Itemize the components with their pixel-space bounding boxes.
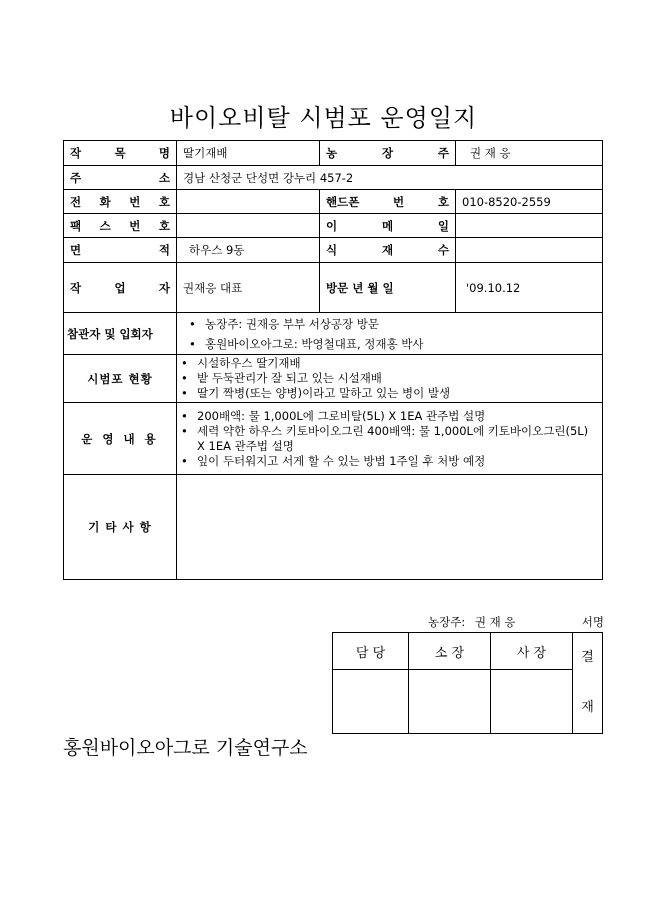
- label-mobile: 핸드폰 번 호: [320, 190, 456, 214]
- row-status: [64, 355, 603, 403]
- value-mobile: 010-8520-2559: [456, 190, 603, 214]
- approval-side-label: 결 재: [573, 633, 603, 734]
- label-area: 면 적: [64, 238, 177, 263]
- list-item: • 시설하우스 딸기재배: [197, 356, 596, 371]
- row-address: [64, 166, 603, 190]
- value-email: [456, 214, 603, 238]
- list-item: • 잎이 두터워지고 서게 할 수 있는 방법 1주일 후 처방 예정: [197, 454, 598, 469]
- approval-sign-box-staff[interactable]: [333, 670, 409, 734]
- label-operation: 운 영 내 용: [64, 403, 177, 475]
- row-operation: [64, 403, 603, 475]
- approval-sign-box-president[interactable]: [491, 670, 573, 734]
- status-list: [183, 356, 596, 401]
- value-worker: 권재응 대표: [177, 263, 320, 313]
- label-visit-date: 방문 년 월 일: [320, 263, 456, 313]
- label-farm-owner: 농 장 주: [320, 141, 456, 166]
- operation-list: [183, 409, 598, 469]
- owner-label: 농장주:: [428, 615, 466, 629]
- row-attendees: [64, 313, 603, 355]
- row-title-farm: [64, 141, 603, 166]
- value-title-field: 딸기재배: [177, 141, 320, 166]
- row-phone: [64, 190, 603, 214]
- attendees-list: [183, 314, 596, 354]
- label-address: 주 소: [64, 166, 177, 190]
- row-etc: [64, 475, 603, 580]
- label-plants: 식 재 수: [320, 238, 456, 263]
- page-title: 바이오비탈 시범포 운영일지: [169, 104, 478, 132]
- log-table: [63, 140, 603, 580]
- row-area: [64, 238, 603, 263]
- value-visit-date: '09.10.12: [456, 263, 603, 313]
- approval-header-president: 사 장: [491, 633, 573, 670]
- list-item: • 농장주: 권재응 부부 서상공장 방문: [205, 314, 596, 334]
- list-item: • 세력 약한 하우스 키토바이오그린 400배액: 물 1,000L에 키토바이오그린(5L) X 1EA 관주법 설명: [197, 424, 598, 454]
- list-item: • 딸기 짝병(또는 양병)이라고 말하고 있는 병이 발생: [197, 386, 596, 401]
- approval-header-director: 소 장: [409, 633, 491, 670]
- value-farm-owner: 권 재 응: [456, 141, 603, 166]
- value-area: 하우스 9동: [177, 238, 320, 263]
- value-address: 경남 산청군 단성면 강누리 457-2: [177, 166, 603, 190]
- value-phone: [177, 190, 320, 214]
- label-email: 이 메 일: [320, 214, 456, 238]
- label-status: 시범포 현황: [64, 355, 177, 403]
- value-plants: [456, 238, 603, 263]
- value-fax: [177, 214, 320, 238]
- label-phone: 전 화 번 호: [64, 190, 177, 214]
- signature-label: 서명: [581, 615, 604, 629]
- value-etc: [177, 475, 603, 580]
- label-fax: 팩 스 번 호: [64, 214, 177, 238]
- row-worker: [64, 263, 603, 313]
- label-title-field: 작 목 명: [64, 141, 177, 166]
- owner-name: 권 재 응: [474, 615, 516, 629]
- label-worker: 작 업 자: [64, 263, 177, 313]
- approval-table: [332, 632, 603, 734]
- approval-header-staff: 담 당: [333, 633, 409, 670]
- list-item: • 홍원바이오아그로: 박영철대표, 정재홍 박사: [205, 334, 596, 354]
- footer-organization: 홍원바이오아그로 기술연구소: [63, 737, 308, 759]
- list-item: • 밭 두둑관리가 잘 되고 있는 시설재배: [197, 371, 596, 386]
- row-fax: [64, 214, 603, 238]
- list-item: • 200배액: 물 1,000L에 그로비탈(5L) X 1EA 관주법 설명: [197, 409, 598, 424]
- label-attendees: 참관자 및 입회자: [64, 313, 177, 355]
- approval-sign-box-director[interactable]: [409, 670, 491, 734]
- label-etc: 기 타 사 항: [64, 475, 177, 580]
